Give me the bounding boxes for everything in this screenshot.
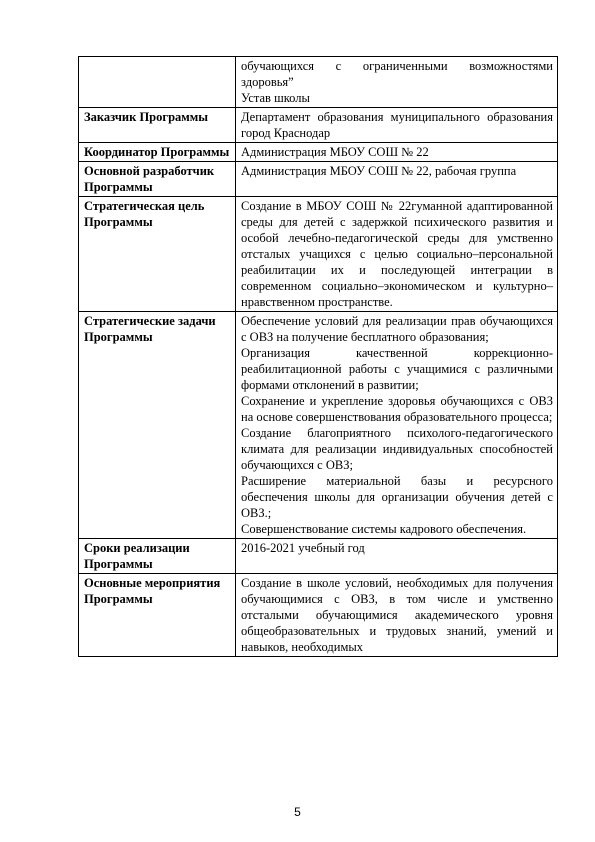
row-label: Стратегическая цель Программы: [79, 197, 236, 312]
row-label: Координатор Программы: [79, 143, 236, 162]
row-label: [79, 57, 236, 108]
table-row: [79, 197, 558, 312]
table-row: [79, 57, 558, 108]
value-paragraph: Создание в МБОУ СОШ № 22гуманной адаптированной среды для детей с задержкой психического развития и особой лечебно-педагогической среды для умственно отсталых учащихся с целью социально–персональной реабилитации их и последующей интеграции в современном социально–экономическом и культурно–нравственном пространстве.: [241, 199, 553, 309]
row-label: Основной разработчик Программы: [79, 162, 236, 197]
row-label: Заказчик Программы: [79, 108, 236, 143]
row-value: [236, 143, 558, 162]
value-paragraph: Создание в школе условий, необходимых для получения обучающимися с ОВЗ, в том числе и умственно отсталыми обучающимися академического уровня общеобразовательных и трудовых знаний, умений и навыков, необходимых: [241, 576, 553, 654]
table-row: [79, 143, 558, 162]
row-value: [236, 162, 558, 197]
row-value: [236, 57, 558, 108]
row-value: [236, 312, 558, 539]
page-number: 5: [294, 805, 301, 819]
row-value: [236, 108, 558, 143]
table-row: [79, 108, 558, 143]
value-paragraph: Совершенствование системы кадрового обеспечения.: [241, 522, 527, 536]
value-paragraph: Администрация МБОУ СОШ № 22, рабочая группа: [241, 164, 517, 178]
value-paragraph: Департамент образования муниципального образования город Краснодар: [241, 110, 553, 140]
value-paragraph: Расширение материальной базы и ресурсного обеспечения школы для организации обучения детей с ОВЗ.;: [241, 474, 553, 520]
value-paragraph: Администрация МБОУ СОШ № 22: [241, 145, 429, 159]
row-value: [236, 539, 558, 574]
value-paragraph: Устав школы: [241, 91, 310, 105]
value-paragraph: Создание благоприятного психолого-педагогического климата для реализации индивидуальных способностей обучающихся с ОВЗ;: [241, 426, 553, 472]
row-label: Сроки реализации Программы: [79, 539, 236, 574]
value-paragraph: Обеспечение условий для реализации прав обучающихся с ОВЗ на получение бесплатного образования;: [241, 314, 553, 344]
row-label: Основные мероприятия Программы: [79, 574, 236, 657]
value-paragraph: 2016-2021 учебный год: [241, 541, 365, 555]
program-passport-table: [78, 56, 558, 657]
row-label: Стратегические задачи Программы: [79, 312, 236, 539]
value-paragraph: Организация качественной коррекционно-реабилитационной работы с учащимися с различными формами отклонений в развитии;: [241, 346, 553, 392]
table-row: [79, 539, 558, 574]
row-value: [236, 197, 558, 312]
value-paragraph: обучающихся с ограниченными возможностями здоровья”: [241, 59, 553, 89]
table-row: [79, 574, 558, 657]
row-value: [236, 574, 558, 657]
table-body: [79, 57, 558, 657]
table-row: [79, 162, 558, 197]
value-paragraph: Сохранение и укрепление здоровья обучающихся с ОВЗ на основе совершенствования образовательного процесса;: [241, 394, 553, 424]
table-row: [79, 312, 558, 539]
